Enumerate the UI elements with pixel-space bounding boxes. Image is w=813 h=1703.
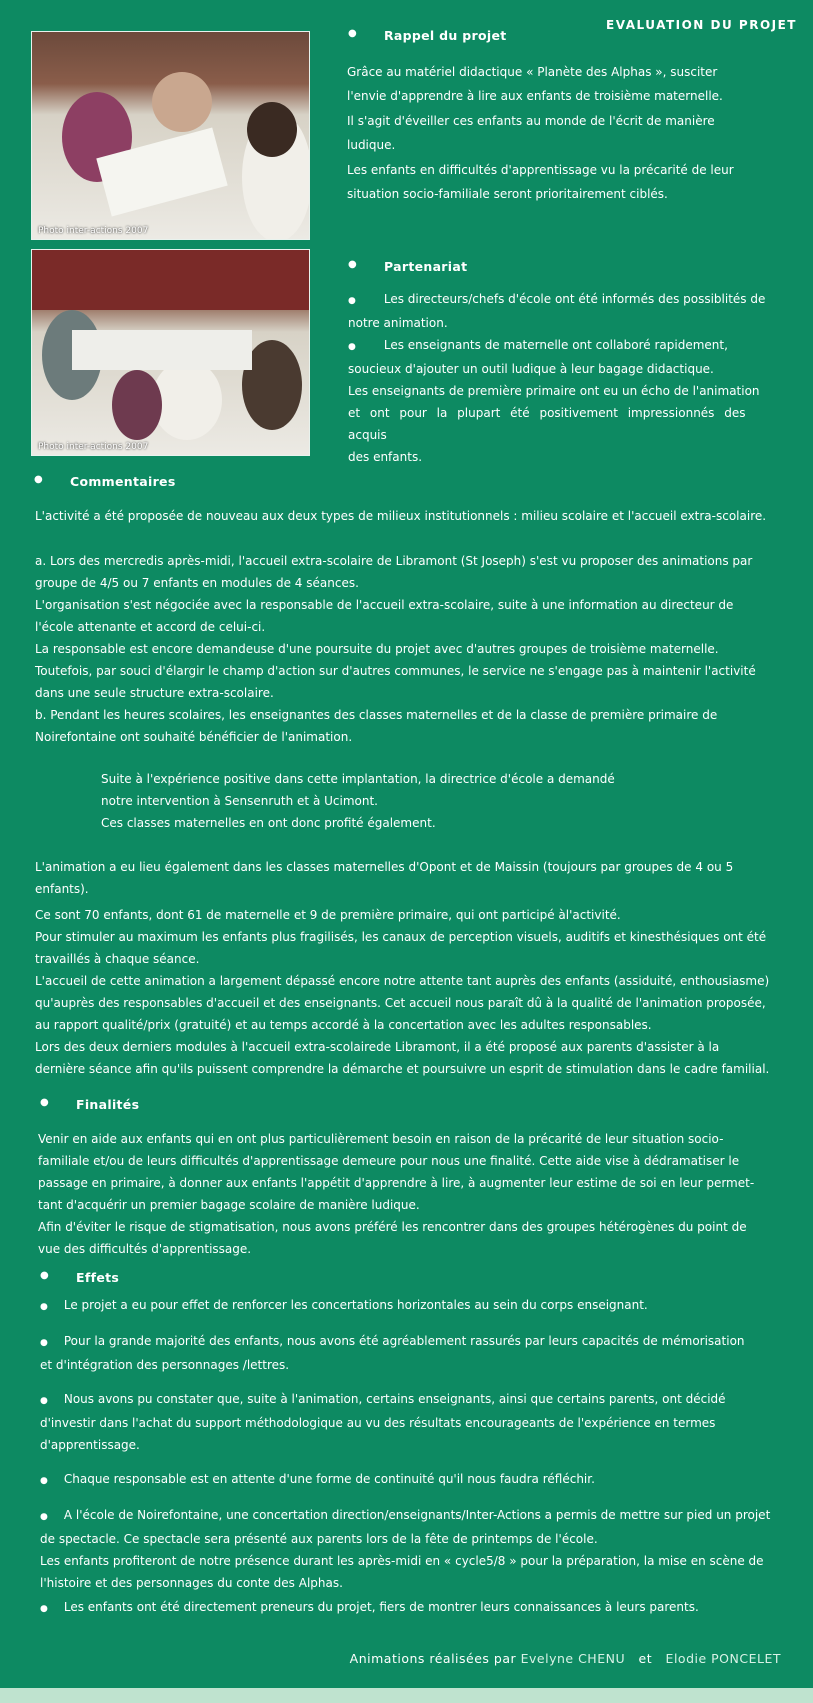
commentaires-block-a: a. Lors des mercredis après-midi, l'accueil extra-scolaire de Libramont (St Joseph) s'est vu proposer des animations par groupe de 4/5 ou 7 enfants en modules de 4 séances. L'organisation s'est négociée avec la responsable de l'accueil extra-scolaire, suite à une information au directeur de l'école attenante et accord de celui-ci. La responsable est encore demandeuse d'une poursuite du projet avec d'autres groupes de troisième maternelle. Toutefois, par souci d'élargir le champ d'action sur d'autres communes, le service ne s'engage pas à maintenir l'activité dans une seule structure extra-scolaire. b. Pendant les heures scolaires, les enseignantes des classes maternelles et de la classe de première primaire de Noirefontaine ont souhaité bénéficier de l'animation. [35,554,756,744]
bullet-icon: ● [40,1097,50,1108]
section-title-finalites [40,1097,140,1112]
effets-title: Effets [76,1270,120,1285]
section-title-effets [40,1270,120,1285]
footer-prefix: Animations réalisées par [349,1651,517,1666]
commentaires-block-c: L'animation a eu lieu également dans les classes maternelles d'Opont et de Maissin (toujours par groupes de 4 ou 5 enfants). [35,860,734,896]
bullet-icon: ● [348,28,358,39]
commentaires-indented: Suite à l'expérience positive dans cette implantation, la directrice d'école a demandé notre intervention à Sensenruth et à Ucimont. Ces classes maternelles en ont donc profité également. [101,772,615,830]
rappel-text: Grâce au matériel didactique « Planète des Alphas », susciter l'envie d'apprendre à lire aux enfants de troisième maternelle. Il s'agit d'éveiller ces enfants au monde de l'écrit de manière ludique. Les enfants en difficultés d'apprentissage vu la précarité de leur situation socio-familiale seront prioritairement ciblés. [347,65,734,202]
finalites-text: Venir en aide aux enfants qui en ont plus particulièrement besoin en raison de la précarité de leur situation socio- familiale et/ou de leurs difficultés d'apprentissage demeure pour nous une finalité. Cette aide vise à dédramatiser le passage en primaire, à donner aux enfants l'appétit d'apprendre à lire, à augmenter leur estime de soi en leur permet- tant d'acquérir un premier bagage scolaire de manière ludique. Afin d'éviter le risque de stigmatisation, nous avons préféré les rencontrer dans des groupes hétérogènes du point de vue des difficultés d'apprentissage. [38,1132,755,1256]
photo-caption: Photo inter-actions 2007 [38,442,149,452]
bullet-icon: ● [348,296,356,306]
finalites-title: Finalités [76,1097,140,1112]
section-title-commentaires [34,474,176,489]
section-title-partenariat [348,259,468,274]
partenariat-title: Partenariat [384,259,468,274]
photo-caption: Photo inter-actions 2007 [38,226,149,236]
bullet-icon: ● [40,1302,48,1312]
footer-name-2: Elodie PONCELET [665,1651,781,1666]
bullet-icon: ● [348,259,358,270]
commentaires-title: Commentaires [70,474,176,489]
bullet-icon: ● [40,1396,48,1406]
classroom-photo-1 [31,31,310,240]
bullet-icon: ● [40,1270,50,1281]
bullet-icon: ● [348,342,356,352]
bottom-band [0,1688,813,1703]
effet-item: ● Les enfants ont été directement preneurs du projet, fiers de montrer leurs connaissances à leurs parents. [40,1600,699,1614]
classroom-photo-2 [31,249,310,456]
bullet-icon: ● [34,474,44,485]
footer-and: et [638,1651,653,1666]
effet-item: ● Nous avons pu constater que, suite à l'animation, certains enseignants, ainsi que certains parents, ont décidé d'investir dans l'achat du support méthodologique au vu des résultats encourageants de l'expérience en termes d'apprentissage. [40,1392,726,1452]
bullet-icon: ● [40,1476,48,1486]
footer-name-1: Evelyne CHENU [520,1651,626,1666]
footer-credits [350,1648,781,1670]
section-title-rappel [348,28,507,43]
bullet-icon: ● [40,1338,48,1348]
commentaires-block-d: Ce sont 70 enfants, dont 61 de maternelle et 9 de première primaire, qui ont participé àl'activité. Pour stimuler au maximum les enfants plus fragilisés, les canaux de perception visuels, auditifs et kinesthésiques ont été travaillés à chaque séance. L'accueil de cette animation a largement dépassé encore notre attente tant auprès des enfants (assiduité, enthousiasme) qu'auprès des responsables d'accueil et des enseignants. Cet accueil nous paraît dû à la qualité de l'animation proposée, au rapport qualité/prix (gratuité) et au temps accordé à la concertation avec les adultes responsables. Lors des deux derniers modules à l'accueil extra-scolairede Libramont, il a été proposé aux parents d'assister à la dernière séance afin qu'ils puissent comprendre la démarche et poursuivre un esprit de stimulation dans le cadre familial. [35,908,770,1076]
page-title: EVALUATION DU PROJET [606,18,797,32]
effet-item: ● Pour la grande majorité des enfants, nous avons été agréablement rassurés par leurs capacités de mémorisation et d'intégration des personnages /lettres. [40,1334,745,1372]
commentaires-intro: L'activité a été proposée de nouveau aux deux types de milieux institutionnels : milieu scolaire et l'accueil extra-scolaire. [35,509,767,523]
effet-item: ● Chaque responsable est en attente d'une forme de continuité qu'il nous faudra réfléchir. [40,1472,595,1486]
bullet-icon: ● [40,1604,48,1614]
effet-item: ● A l'école de Noirefontaine, une concertation direction/enseignants/Inter-Actions a permis de mettre sur pied un projet de spectacle. Ce spectacle sera présenté aux parents lors de la fête de printemps de l'école. Les enfants profiteront de notre présence durant les après-midi en « cycle5/8 » pour la préparation, la mise en scène de l'histoire et des personnages du conte des Alphas. [40,1508,771,1590]
partenariat-text: ● Les directeurs/chefs d'école ont été informés des possiblités de notre animation. ● Les enseignants de maternelle ont collaboré rapidement, soucieux d'ajouter un outil ludique à leur bagage didactique. Les enseignants de première primaire ont eu un écho de l'animation et ont pour la plupart été positivement impressionnés des acquis des enfants. [348,292,766,464]
rappel-title: Rappel du projet [384,28,507,43]
effet-item: ● Le projet a eu pour effet de renforcer les concertations horizontales au sein du corps enseignant. [40,1298,648,1312]
bullet-icon: ● [40,1512,48,1522]
